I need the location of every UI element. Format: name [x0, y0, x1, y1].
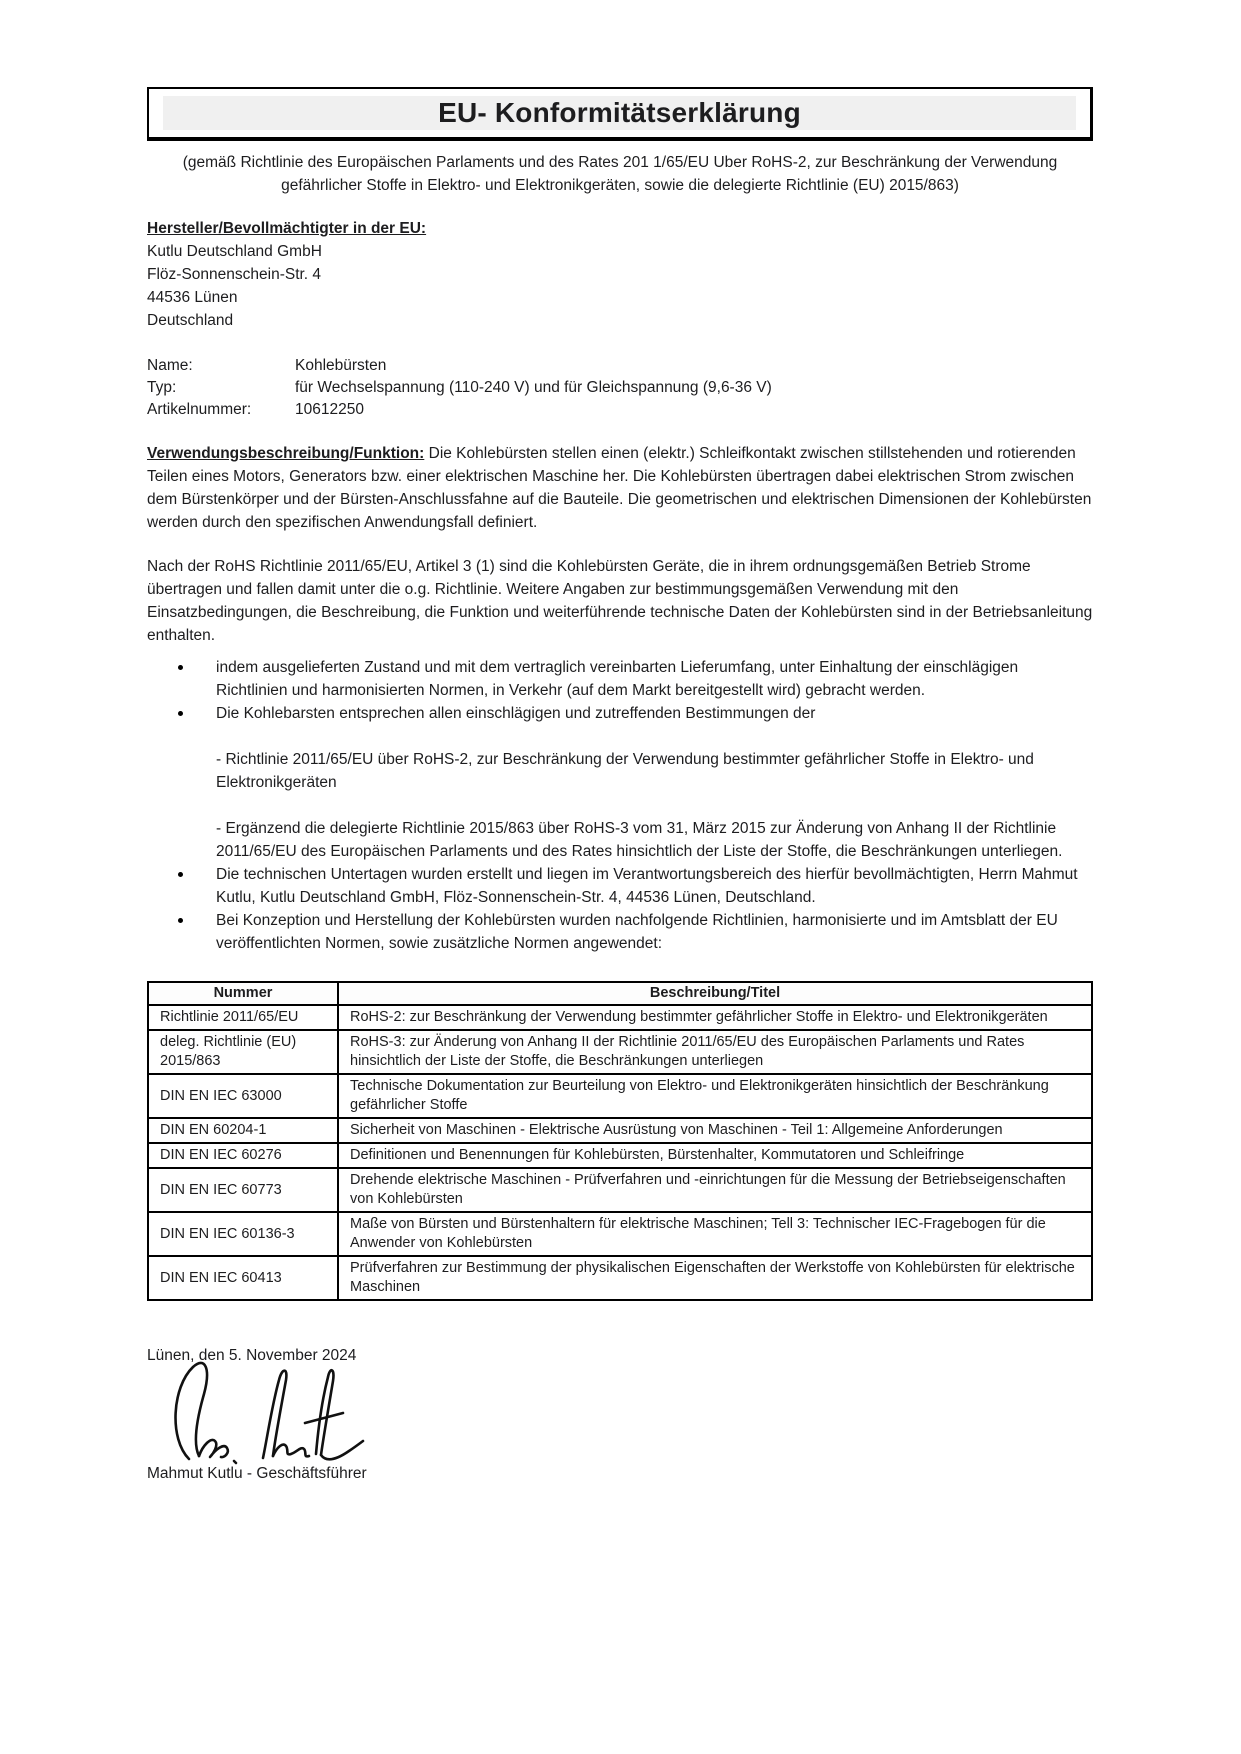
- place-date: Lünen, den 5. November 2024: [147, 1347, 357, 1364]
- bullet-text: Bei Konzeption und Herstellung der Kohlebürsten wurden nachfolgende Richtlinien, harmonisierte und im Amtsblatt der EU veröffentlichten Normen, sowie zusätzliche Normen angewendet:: [216, 912, 1058, 952]
- usage-label: Verwendungsbeschreibung/Funktion:: [147, 445, 425, 462]
- table-row: [148, 1074, 1092, 1118]
- cell-nummer: DIN EN IEC 60276: [148, 1143, 338, 1168]
- table-row: [148, 1118, 1092, 1143]
- norms-table: [147, 981, 1093, 1301]
- table-row: [148, 1212, 1092, 1256]
- usage-paragraph: [147, 442, 1093, 534]
- title-box: [147, 87, 1093, 141]
- signatory-name: Mahmut Kutlu - Geschäftsführer: [147, 1465, 367, 1482]
- handwritten-signature-icon: [159, 1355, 374, 1473]
- table-row: [148, 1005, 1092, 1030]
- manufacturer-city: 44536 Lünen: [147, 289, 238, 306]
- table-row: [148, 1030, 1092, 1074]
- table-row: [148, 1256, 1092, 1300]
- bullet-dot-icon: [178, 872, 183, 877]
- page-subtitle: (gemäß Richtlinie des Europäischen Parlaments und des Rates 201 1/65/EU Uber RoHS-2, zur Beschränkung der Verwendung gefährlicher Stoffe in Elektro- und Elektronikgeräten, sowie die delegierte Richtlinie (EU) 2015/863): [182, 154, 1058, 194]
- product-type-value: für Wechselspannung (110-240 V) und für Gleichspannung (9,6-36 V): [295, 379, 772, 396]
- list-subitem: - Ergänzend die delegierte Richtlinie 2015/863 über RoHS-3 vom 31, März 2015 zur Änderung von Anhang II der Richtlinie 2011/65/EU des Europäischen Parlaments und des Rates hinsichtlich der Liste der Stoffe, die Beschränkungen unterliegen.: [216, 820, 1063, 860]
- list-item: [147, 909, 1093, 955]
- cell-nummer: DIN EN IEC 60136-3: [148, 1212, 338, 1256]
- manufacturer-heading: Hersteller/Bevollmächtigter in der EU:: [147, 220, 427, 237]
- bullet-dot-icon: [178, 711, 183, 716]
- bullet-dot-icon: [178, 918, 183, 923]
- page-title: EU- Konformitätserklärung: [163, 96, 1076, 130]
- manufacturer-section: [147, 217, 1093, 332]
- usage-text: Die Kohlebürsten stellen einen (elektr.) Schleifkontakt zwischen stillstehenden und rotierenden Teilen eines Motors, Generators bzw. einer elektrischen Maschine her. Die Kohlebürsten übertragen dabei elektrischen Strom zwischen dem Bürstenkörper und der Bürsten-Anschlussfahne auf die Bauteile. Die geometrischen und elektrischen Dimensionen der Kohlebürsten werden durch den spezifischen Anwendungsfall definiert.: [147, 445, 1092, 531]
- product-name-label: Name:: [147, 357, 193, 374]
- signature-image: [159, 1355, 1093, 1459]
- cell-beschreibung: Definitionen und Benennungen für Kohlebürsten, Bürstenhalter, Kommutatoren und Schleifringe: [338, 1143, 1092, 1168]
- bullet-dot-icon: [178, 665, 183, 670]
- manufacturer-street: Flöz-Sonnenschein-Str. 4: [147, 266, 322, 283]
- cell-beschreibung: Prüfverfahren zur Bestimmung der physikalischen Eigenschaften der Werkstoffe von Kohlebürsten für elektrische Maschinen: [338, 1256, 1092, 1300]
- cell-beschreibung: RoHS-2: zur Beschränkung der Verwendung bestimmter gefährlicher Stoffe in Elektro- und Elektronikgeräten: [338, 1005, 1092, 1030]
- manufacturer-country: Deutschland: [147, 312, 234, 329]
- table-header-row: [148, 982, 1092, 1005]
- table-row: [148, 1168, 1092, 1212]
- table-header-nummer: Nummer: [148, 982, 338, 1005]
- cell-nummer: DIN EN IEC 63000: [148, 1074, 338, 1118]
- rohs-paragraph: Nach der RoHS Richtlinie 2011/65/EU, Artikel 3 (1) sind die Kohlebürsten Geräte, die in ihrem ordnungsgemäßen Betrieb Strome übertragen und fallen damit unter die o.g. Richtlinie. Weitere Angaben zur bestimmungsgemäßen Verwendung mit den Einsatzbedingungen, die Beschreibung, die Funktion und weiterführende technische Daten der Kohlebürsten sind in der Betriebsanleitung enthalten.: [147, 558, 1093, 644]
- cell-nummer: DIN EN IEC 60413: [148, 1256, 338, 1300]
- product-name-value: Kohlebürsten: [295, 357, 387, 374]
- list-subitem: - Richtlinie 2011/65/EU über RoHS-2, zur Beschränkung der Verwendung bestimmter gefährlicher Stoffe in Elektro- und Elektronikgeräten: [216, 751, 1034, 791]
- cell-nummer: Richtlinie 2011/65/EU: [148, 1005, 338, 1030]
- product-type-label: Typ:: [147, 379, 177, 396]
- manufacturer-company: Kutlu Deutschland GmbH: [147, 243, 322, 260]
- list-item: [147, 702, 1093, 725]
- document-content: [147, 0, 1093, 1485]
- bullet-text: indem ausgelieferten Zustand und mit dem vertraglich vereinbarten Lieferumfang, unter Einhaltung der einschlägigen Richtlinien und harmonisierten Normen, in Verkehr (auf dem Markt bereitgestellt wird) gebracht werden.: [216, 659, 1019, 699]
- table-row: [148, 1143, 1092, 1168]
- list-item: [147, 656, 1093, 702]
- cell-nummer: DIN EN IEC 60773: [148, 1168, 338, 1212]
- cell-nummer: DIN EN 60204-1: [148, 1118, 338, 1143]
- product-section: [147, 355, 1093, 421]
- cell-beschreibung: Drehende elektrische Maschinen - Prüfverfahren und -einrichtungen für die Messung der Betriebseigenschaften von Kohlebürsten: [338, 1168, 1092, 1212]
- table-header-beschreibung: Beschreibung/Titel: [338, 982, 1092, 1005]
- bullet-text: Die Kohlebarsten entsprechen allen einschlägigen und zutreffenden Bestimmungen der: [216, 705, 816, 722]
- bullet-text: Die technischen Untertagen wurden erstellt und liegen im Verantwortungsbereich des hierfür bevollmächtigten, Herrn Mahmut Kutlu, Kutlu Deutschland GmbH, Flöz-Sonnenschein-Str. 4, 44536 Lünen, Deutschland.: [216, 866, 1078, 906]
- product-article-label: Artikelnummer:: [147, 401, 252, 418]
- list-item: [147, 863, 1093, 909]
- product-article-value: 10612250: [295, 401, 364, 418]
- cell-beschreibung: RoHS-3: zur Änderung von Anhang II der Richtlinie 2011/65/EU des Europäischen Parlaments und Rates hinsichtlich der Liste der Stoffe, die Beschränkungen unterliegen: [338, 1030, 1092, 1074]
- cell-beschreibung: Sicherheit von Maschinen - Elektrische Ausrüstung von Maschinen - Teil 1: Allgemeine Anforderungen: [338, 1118, 1092, 1143]
- cell-nummer: deleg. Richtlinie (EU) 2015/863: [148, 1030, 338, 1074]
- cell-beschreibung: Maße von Bürsten und Bürstenhaltern für elektrische Maschinen; Tell 3: Technischer IEC-Fragebogen für die Anwender von Kohlebürsten: [338, 1212, 1092, 1256]
- bullet-list: [147, 656, 1093, 955]
- cell-beschreibung: Technische Dokumentation zur Beurteilung von Elektro- und Elektronikgeräten hinsichtlich der Beschränkung gefährlicher Stoffe: [338, 1074, 1092, 1118]
